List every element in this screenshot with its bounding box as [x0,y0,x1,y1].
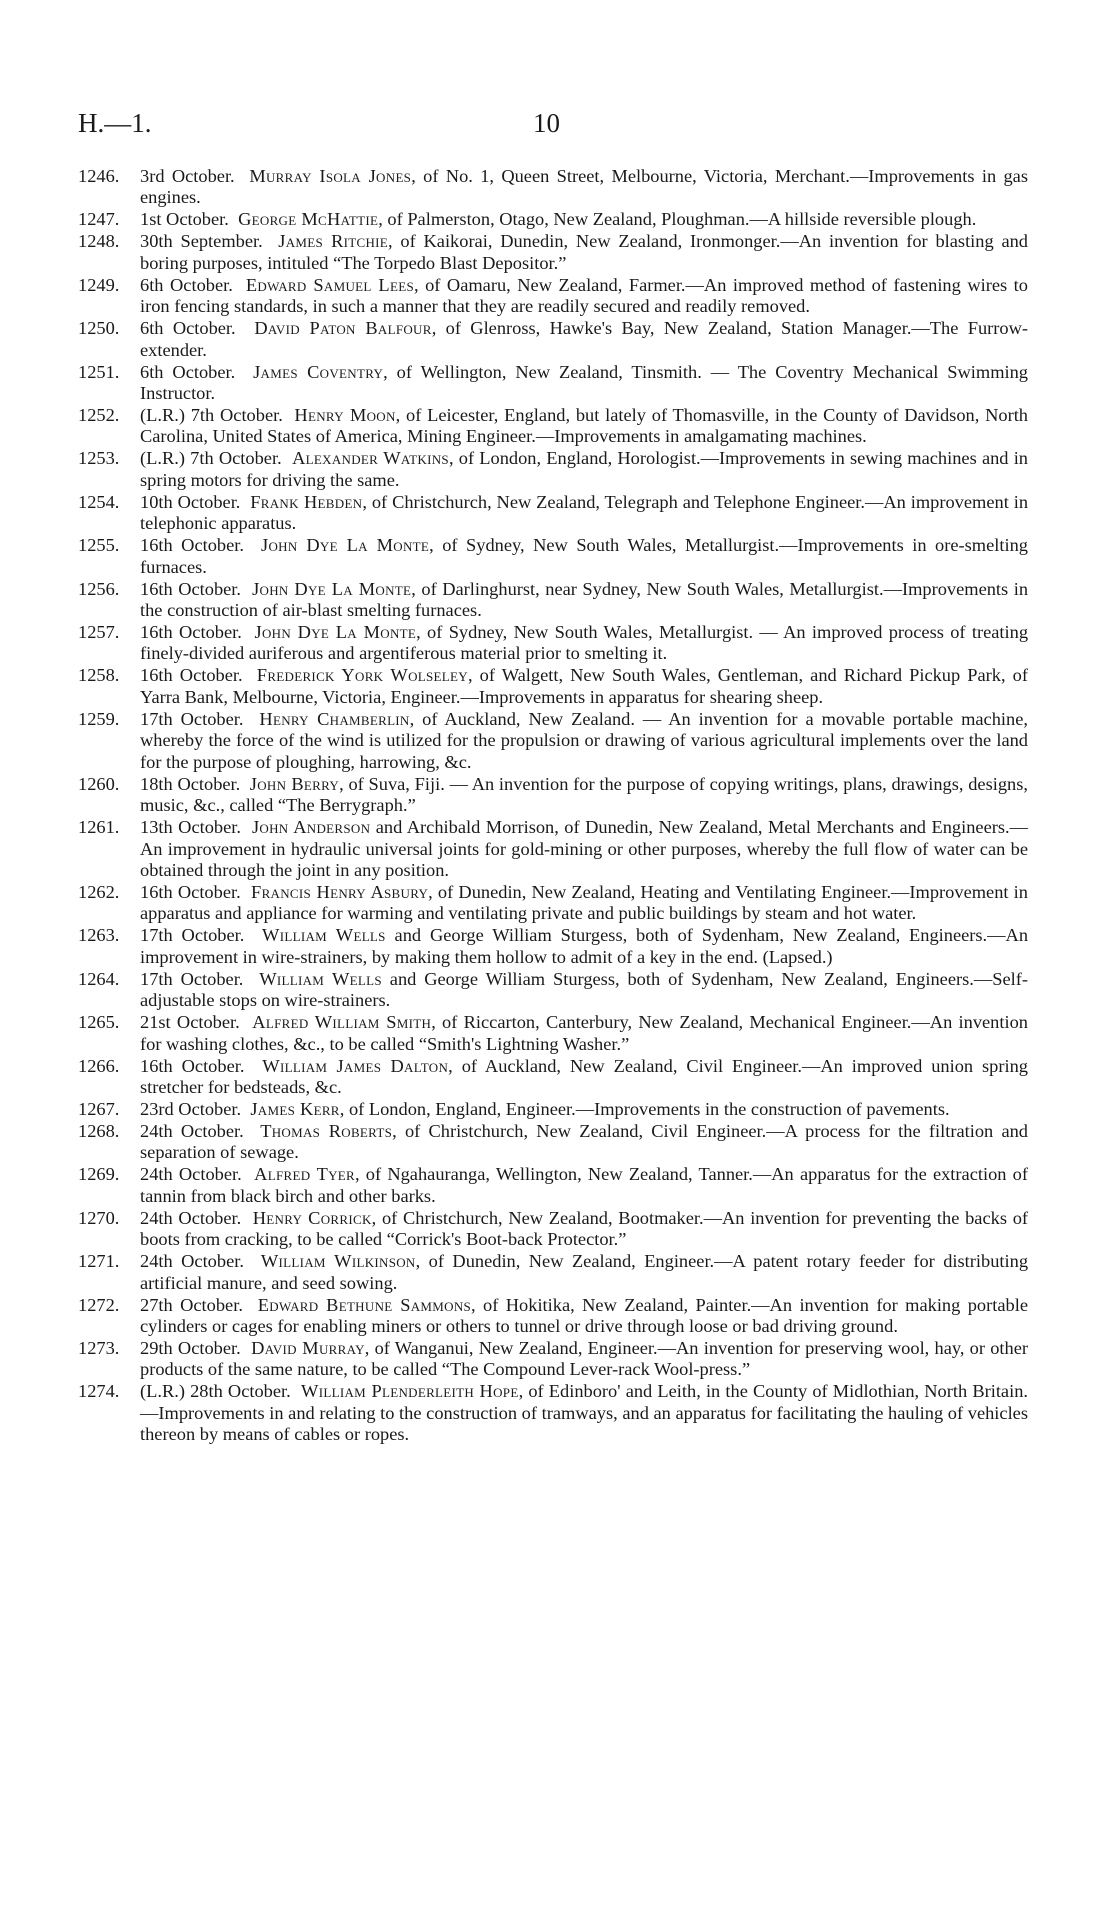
patent-entry [78,882,1028,925]
patent-entry [78,1381,1028,1445]
applicant-name: William Wells [259,968,382,989]
entry-description: , of Dunedin, New Zealand, Heating and Ventilating Engineer.—Improvement in apparatus and appliance for warming and ventilating private and public buildings by steam and hot water. [140,881,1028,924]
patent-entry [78,969,1028,1012]
entry-text [140,231,1028,274]
patent-entry [78,1338,1028,1381]
applicant-name: James Ritchie [278,231,389,252]
applicant-name: Frederick York Wolseley [256,665,468,686]
entry-number: 1253. [78,448,120,469]
patent-entry [78,1208,1028,1251]
entry-description: , of Glenross, Hawke's Bay, New Zealand, Station Manager.—The Furrow-extender. [140,318,1029,360]
entry-text [140,969,1028,1012]
entry-date: 30th September. [140,231,263,252]
entry-date: 24th October. [140,1207,242,1228]
entry-date: 27th October. [140,1294,243,1315]
patent-entry [78,275,1028,318]
applicant-name: James Kerr [250,1098,340,1119]
patent-entry [78,665,1028,708]
entry-number: 1256. [78,578,120,599]
entry-text [140,1164,1028,1207]
entry-text [140,275,1028,318]
entry-text [140,1338,1028,1381]
patent-entry [78,622,1028,665]
entry-number: 1248. [78,231,120,252]
applicant-name: Frank Hebden [250,491,363,512]
entry-number: 1266. [78,1055,120,1076]
patent-entry [78,1056,1028,1099]
entry-description: , of Oamaru, New Zealand, Farmer.—An improved method of fastening wires to iron fencing standards, in such a manner that they are readily secured and readily removed. [140,274,1028,317]
entry-date: 17th October. [140,708,244,729]
patent-entry [78,579,1028,622]
entry-number: 1272. [78,1294,120,1315]
entry-text [140,535,1028,578]
entry-text [140,1121,1028,1164]
entry-text [140,448,1028,491]
entry-number: 1252. [78,405,120,426]
applicant-name: William James Dalton [262,1055,449,1076]
patent-entry [78,1251,1028,1294]
entry-number: 1270. [78,1207,120,1228]
entry-number: 1247. [78,209,120,230]
entry-description: , of Hokitika, New Zealand, Painter.—An invention for making portable cylinders or cages for enabling miners or others to tunnel or drive through loose or bad driving ground. [140,1294,1028,1336]
entry-description: , of Wanganui, New Zealand, Engineer.—An invention for preserving wool, hay, or other products of the same nature, to be called “The Compound Lever-rack Wool-press.” [140,1337,1028,1380]
entry-date: 6th October. [140,361,236,382]
patent-entry [78,709,1028,773]
entry-number: 1249. [78,274,120,295]
entry-description: and Archibald Morrison, of Dunedin, New Zealand, Metal Merchants and Engineers.—An improvement in hydraulic universal joints for gold-mining or other purposes, whereby the full flow of water can be obtained through the joint in any position. [140,817,1029,880]
patent-entry [78,1164,1028,1207]
entry-number: 1273. [78,1337,120,1358]
entry-description: , of Riccarton, Canterbury, New Zealand, Mechanical Engineer.—An invention for washing clothes, &c., to be called “Smith's Lightning Washer.” [140,1012,1028,1054]
patent-entry [78,774,1028,817]
entry-number: 1264. [78,968,120,989]
entry-description: , of Wellington, New Zealand, Tinsmith. — The Coventry Mechanical Swimming Instructor. [140,361,1028,404]
entry-description: , of Walgett, New South Wales, Gentleman, and Richard Pickup Park, of Yarra Bank, Melbourne, Victoria, Engineer.—Improvements in apparatus for shearing sheep. [140,665,1029,707]
entry-text [140,1056,1028,1099]
entry-description: , of Suva, Fiji. — An invention for the purpose of copying writings, plans, drawings, designs, music, &c., called “The Berrygraph.” [140,773,1028,816]
entry-text [140,405,1028,448]
entry-date: 1st October. [140,209,229,230]
entry-description: , of Edinboro' and Leith, in the County of Midlothian, North Britain.—Improvements in and relating to the construction of tramways, and an apparatus for facilitating the hauling of vehicles thereon by means of cables or ropes. [140,1381,1028,1445]
entry-date: 6th October. [140,318,236,339]
entry-date: 21st October. [140,1012,240,1033]
applicant-name: Alfred William Smith [252,1012,432,1033]
entry-text [140,1208,1028,1251]
entry-number: 1246. [78,166,120,186]
entry-date: 10th October. [140,491,241,512]
entry-description: , of Christchurch, New Zealand, Telegraph and Telephone Engineer.—An improvement in telephonic apparatus. [140,491,1029,534]
patent-entry [78,1121,1028,1164]
applicant-name: Alfred Tyer [254,1164,355,1185]
entry-description: , of No. 1, Queen Street, Melbourne, Victoria, Merchant.—Improvements in gas engines. [140,166,1028,208]
entry-number: 1263. [78,925,120,946]
applicant-name: John Berry [249,773,340,794]
entry-description: , of Kaikorai, Dunedin, New Zealand, Ironmonger.—An invention for blasting and boring purposes, intituled “The Torpedo Blast Depositor.” [140,231,1028,273]
entry-description: , of Palmerston, Otago, New Zealand, Ploughman.—A hillside reversible plough. [378,209,977,230]
entry-description: , of Dunedin, New Zealand, Engineer.—A patent rotary feeder for distributing artificial manure, and seed sowing. [140,1251,1029,1293]
document-code: H.—1. [78,108,152,138]
applicant-name: Henry Moon [294,405,396,426]
entry-date: (L.R.) 7th October. [140,405,283,426]
entry-description: , of Leicester, England, but lately of Thomasville, in the County of Davidson, North Carolina, United States of America, Mining Engineer.—Improvements in amalgamating machines. [140,405,1029,447]
patent-entry [78,318,1028,361]
entry-date: 24th October. [140,1164,242,1185]
entry-number: 1259. [78,708,120,729]
entry-description: , of Auckland, New Zealand, Civil Engineer.—An improved union spring stretcher for bedsteads, &c. [140,1055,1029,1097]
applicant-name: John Dye La Monte [254,622,417,643]
patent-entry [78,362,1028,405]
entry-text [140,774,1028,817]
entry-date: 17th October. [140,925,245,946]
entry-text [140,579,1028,622]
patent-entry [78,535,1028,578]
entry-description: , of Sydney, New South Wales, Metallurgist. — An improved process of treating finely-divided auriferous and argentiferous material prior to smelting it. [140,622,1029,664]
applicant-name: George McHattie [238,209,379,230]
entry-number: 1267. [78,1098,120,1119]
entry-description: , of Darlinghurst, near Sydney, New South Wales, Metallurgist.—Improvements in the construction of air-blast smelting furnaces. [140,578,1029,621]
applicant-name: Edward Bethune Sammons [257,1294,472,1315]
entry-description: , of Christchurch, New Zealand, Civil Engineer.—A process for the filtration and separation of sewage. [140,1120,1028,1163]
entry-text [140,817,1028,881]
entry-description: and George William Sturgess, both of Sydenham, New Zealand, Engineers.—An improvement in wire-strainers, by making them hollow to admit of a key in the end. (Lapsed.) [140,925,1029,967]
entry-date: 23rd October. [140,1098,242,1119]
patent-entry [78,231,1028,274]
entry-date: (L.R.) 28th October. [140,1381,291,1402]
entry-date: 6th October. [140,274,233,295]
entry-description: , of Auckland, New Zealand. — An invention for a movable portable machine, whereby the force of the wind is utilized for the propulsion or drawing of various agricultural implements over the land for the purpose of ploughing, harrowing, &c. [140,708,1028,772]
entry-text [140,882,1028,925]
patent-entry [78,166,1028,209]
entry-text [140,665,1028,708]
entry-date: 18th October. [140,773,241,794]
entry-text [140,1295,1028,1338]
entry-number: 1254. [78,491,120,512]
page-number: 10 [533,108,560,138]
entry-date: 16th October. [140,535,245,556]
applicant-name: Francis Henry Asbury [251,881,429,902]
patent-entry [78,1012,1028,1055]
entry-number: 1251. [78,361,120,382]
entry-date: 17th October. [140,968,244,989]
patent-list [78,166,1028,1446]
entry-number: 1260. [78,773,120,794]
applicant-name: John Anderson [251,817,371,838]
entry-date: 16th October. [140,578,242,599]
patent-entry [78,817,1028,881]
applicant-name: Henry Chamberlin [259,708,410,729]
entry-text [140,362,1028,405]
entry-text [140,925,1028,968]
entry-number: 1261. [78,817,120,838]
patent-entry [78,1295,1028,1338]
entry-date: 24th October. [140,1120,244,1141]
entry-description: , of Ngahauranga, Wellington, New Zealand, Tanner.—An apparatus for the extraction of tannin from black birch and other barks. [140,1164,1028,1206]
applicant-name: Edward Samuel Lees [245,274,414,295]
entry-text [140,209,1028,230]
entry-date: 24th October. [140,1251,244,1272]
applicant-name: William Wilkinson [260,1251,416,1272]
applicant-name: David Murray [251,1337,365,1358]
entry-date: 16th October. [140,622,242,643]
applicant-name: William Plenderleith Hope [301,1381,519,1402]
entry-text [140,492,1028,535]
entry-number: 1250. [78,318,120,339]
entry-number: 1274. [78,1381,120,1402]
entry-date: 3rd October. [140,166,235,186]
patent-entry [78,492,1028,535]
patent-entry [78,1099,1028,1120]
entry-description: , of Christchurch, New Zealand, Bootmaker.—An invention for preventing the backs of boots from cracking, to be called “Corrick's Boot-back Protector.” [140,1207,1029,1250]
entry-description: , of Sydney, New South Wales, Metallurgist.—Improvements in ore-smelting furnaces. [140,535,1028,577]
entry-description: , of London, England, Engineer.—Improvements in the construction of pavements. [339,1098,950,1119]
applicant-name: Henry Corrick [252,1207,372,1228]
applicant-name: Thomas Roberts [260,1120,393,1141]
applicant-name: David Paton Balfour [254,318,432,339]
applicant-name: John Dye La Monte [261,535,430,556]
applicant-name: James Coventry [253,361,384,382]
entry-date: 16th October. [140,665,243,686]
entry-number: 1262. [78,881,120,902]
applicant-name: John Dye La Monte [252,578,412,599]
entry-number: 1258. [78,665,120,686]
entry-number: 1271. [78,1251,120,1272]
entry-date: 13th October. [140,817,241,838]
entry-text [140,1099,1028,1120]
entry-description: and George William Sturgess, both of Sydenham, New Zealand, Engineers.—Self-adjustable stops on wire-strainers. [140,968,1028,1011]
applicant-name: Alexander Watkins [292,448,449,469]
entry-description: , of London, England, Horologist.—Improvements in sewing machines and in spring motors for driving the same. [140,448,1029,490]
entry-text [140,709,1028,773]
entry-date: 16th October. [140,1055,245,1076]
entry-text [140,1012,1028,1055]
entry-number: 1269. [78,1164,120,1185]
patent-entry [78,405,1028,448]
patent-entry [78,925,1028,968]
entry-number: 1255. [78,535,120,556]
patent-entry [78,448,1028,491]
entry-date: 16th October. [140,881,241,902]
entry-date: (L.R.) 7th October. [140,448,282,469]
entry-text [140,1251,1028,1294]
entry-text [140,166,1028,209]
entry-number: 1268. [78,1120,120,1141]
entry-text [140,318,1028,361]
applicant-name: William Wells [262,925,386,946]
entry-date: 29th October. [140,1337,241,1358]
applicant-name: Murray Isola Jones [249,166,412,186]
patent-entry [78,209,1028,230]
entry-number: 1265. [78,1012,120,1033]
entry-text [140,1381,1028,1445]
entry-number: 1257. [78,622,120,643]
entry-text [140,622,1028,665]
